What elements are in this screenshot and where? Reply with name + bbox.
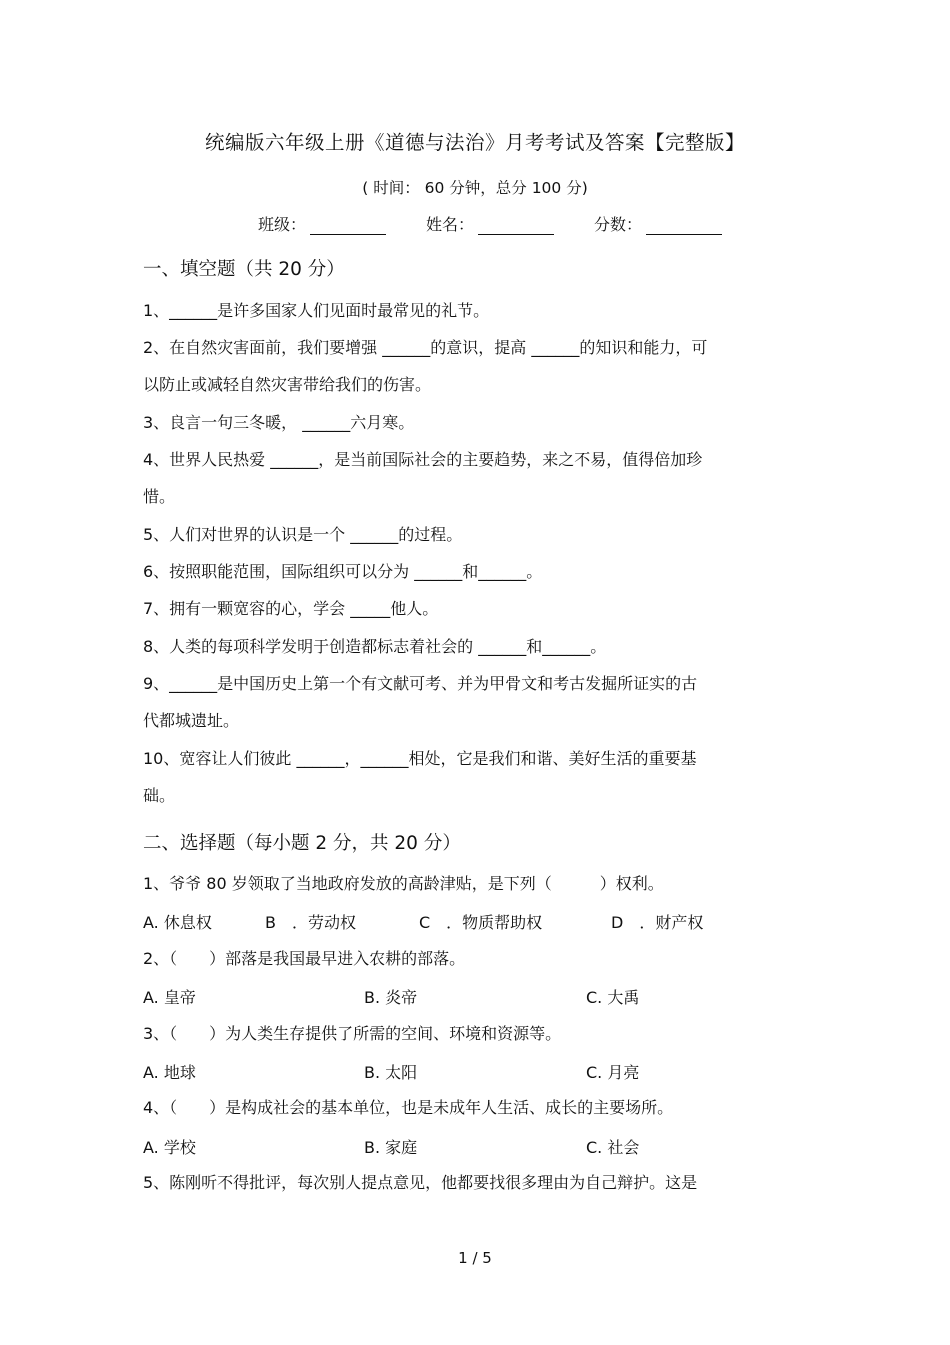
choice-question-1-options	[143, 910, 803, 940]
fill-question-7: 7、拥有一颗宽容的心，学会 _____他人。	[143, 599, 439, 618]
section-fill-blank-heading: 一、填空题（共 20 分）	[143, 259, 345, 280]
fill-question-8: 8、人类的每项科学发明于创造都标志着社会的 ______和______。	[143, 637, 607, 656]
fill-question-4: 4、世界人民热爱 ______，是当前国际社会的主要趋势，来之不易，值得倍加珍	[143, 450, 703, 469]
class-field	[258, 212, 386, 235]
q4-option-c[interactable]: C. 社会	[586, 1138, 640, 1157]
fill-question-10: 10、宽容让人们彼此 ______，______相处，它是我们和谐、美好生活的重要基	[143, 749, 697, 768]
q4-option-b[interactable]: B. 家庭	[364, 1138, 418, 1157]
choice-question-4-options	[143, 1135, 803, 1165]
fill-question-5: 5、人们对世界的认识是一个 ______的过程。	[143, 525, 463, 544]
choice-question-1: 1、爷爷 80 岁领取了当地政府发放的高龄津贴，是下列（ ）权利。	[143, 874, 664, 893]
q2-option-c[interactable]: C. 大禹	[586, 988, 640, 1007]
q1-option-b[interactable]: B ．劳动权	[265, 913, 356, 932]
name-field	[426, 212, 554, 235]
student-info-fields	[258, 212, 778, 235]
score-blank[interactable]	[646, 216, 722, 235]
q1-option-c[interactable]: C ．物质帮助权	[419, 913, 543, 932]
q3-option-a[interactable]: A. 地球	[143, 1063, 196, 1082]
score-field	[594, 212, 722, 235]
q4-option-a[interactable]: A. 学校	[143, 1138, 196, 1157]
score-label: 分数：	[594, 215, 643, 234]
choice-question-2-options	[143, 985, 803, 1015]
fill-question-1: 1、______是许多国家人们见面时最常见的礼节。	[143, 301, 490, 320]
q3-option-c[interactable]: C. 月亮	[586, 1063, 640, 1082]
fill-question-4-cont: 惜。	[143, 487, 176, 506]
q1-option-a[interactable]: A. 休息权	[143, 913, 212, 932]
fill-question-6: 6、按照职能范围，国际组织可以分为 ______和______。	[143, 562, 543, 581]
fill-question-10-cont: 础。	[143, 786, 176, 805]
fill-question-2: 2、在自然灾害面前，我们要增强 ______的意识，提高 ______的知识和能力，可	[143, 338, 708, 357]
q3-option-b[interactable]: B. 太阳	[364, 1063, 418, 1082]
choice-question-5: 5、陈刚听不得批评，每次别人提点意见，他都要找很多理由为自己辩护。这是	[143, 1173, 698, 1192]
choice-question-2: 2、（ ）部落是我国最早进入农耕的部落。	[143, 949, 466, 968]
section-choice-heading: 二、选择题（每小题 2 分，共 20 分）	[143, 833, 461, 854]
q2-option-a[interactable]: A. 皇帝	[143, 988, 196, 1007]
name-blank[interactable]	[478, 216, 554, 235]
name-label: 姓名：	[426, 215, 475, 234]
fill-question-2-cont: 以防止或减轻自然灾害带给我们的伤害。	[143, 375, 432, 394]
choice-question-3-options	[143, 1060, 803, 1090]
choice-question-4: 4、（ ）是构成社会的基本单位，也是未成年人生活、成长的主要场所。	[143, 1098, 674, 1117]
class-label: 班级：	[258, 215, 307, 234]
fill-question-9: 9、______是中国历史上第一个有文献可考、并为甲骨文和考古发掘所证实的古	[143, 674, 698, 693]
fill-question-9-cont: 代都城遗址。	[143, 711, 240, 730]
page-number: 1 / 5	[458, 1249, 492, 1267]
choice-question-3: 3、（ ）为人类生存提供了所需的空间、环境和资源等。	[143, 1024, 562, 1043]
q1-option-d[interactable]: D ．财产权	[611, 913, 704, 932]
class-blank[interactable]	[310, 216, 386, 235]
exam-title: 统编版六年级上册《道德与法治》月考考试及答案【完整版】	[204, 131, 745, 154]
q2-option-b[interactable]: B. 炎帝	[364, 988, 418, 1007]
exam-subtitle: ( 时间： 60 分钟，总分 100 分)	[362, 179, 588, 197]
fill-question-3: 3、良言一句三冬暖， ______六月寒。	[143, 413, 415, 432]
